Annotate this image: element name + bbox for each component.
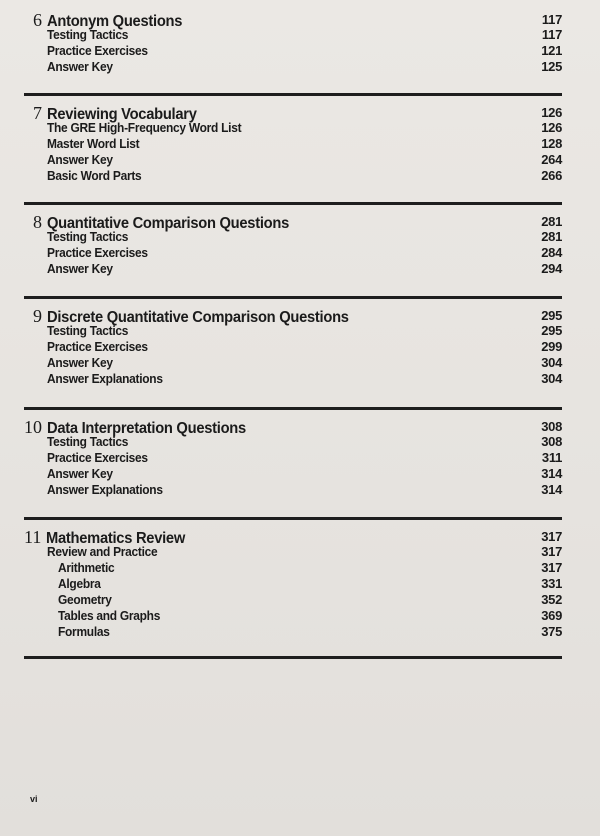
page-folio: vi (30, 794, 38, 804)
entry-page: 264 (541, 152, 562, 167)
entry-label: Answer Key (47, 59, 113, 74)
entry-page: 369 (541, 608, 562, 623)
chapter-page: 295 (541, 308, 562, 323)
chapter-number: 9 (33, 306, 42, 326)
entry-label: Answer Explanations (47, 482, 163, 497)
entry-page: 308 (541, 434, 562, 449)
section-divider (24, 93, 562, 96)
chapter-page: 317 (541, 529, 562, 544)
entry-page: 331 (541, 576, 562, 591)
entry-label: Answer Key (47, 466, 113, 481)
entry-label: Answer Key (47, 261, 113, 276)
entry-page: 352 (541, 592, 562, 607)
entry-label: Testing Tactics (47, 229, 129, 244)
toc-entry (24, 482, 562, 498)
chapter-page: 281 (541, 214, 562, 229)
entry-label: Master Word List (47, 136, 140, 151)
entry-label: Geometry (58, 592, 112, 607)
entry-label: Answer Key (47, 355, 113, 370)
toc-entry (24, 323, 562, 339)
chapter-number: 8 (33, 212, 42, 232)
chapter-number: 6 (33, 10, 42, 30)
entry-page: 294 (541, 261, 562, 276)
entry-label: Formulas (58, 624, 110, 639)
toc-entry (24, 371, 562, 387)
entry-page: 281 (541, 229, 562, 244)
section-divider (24, 296, 562, 299)
entry-label: Answer Explanations (47, 371, 163, 386)
entry-label: Arithmetic (58, 560, 115, 575)
toc-entry (24, 466, 562, 482)
entry-label: Testing Tactics (47, 27, 129, 42)
chapter-title: Quantitative Comparison Questions (47, 215, 289, 232)
chapter-number: 11 (24, 527, 42, 547)
entry-page: 314 (541, 466, 562, 481)
entry-page: 317 (541, 560, 562, 575)
entry-label: Basic Word Parts (47, 168, 142, 183)
chapter-title: Data Interpretation Questions (47, 420, 246, 437)
entry-page: 299 (541, 339, 562, 354)
entry-page: 311 (541, 450, 562, 465)
entry-page: 125 (541, 59, 562, 74)
entry-page: 117 (541, 27, 562, 42)
chapter-number: 7 (33, 103, 42, 123)
toc-entry (24, 136, 562, 152)
toc-entry (24, 27, 562, 43)
chapter-number: 10 (24, 417, 42, 437)
entry-label: The GRE High-Frequency Word List (47, 120, 242, 135)
entry-page: 266 (541, 168, 562, 183)
toc-entry (24, 152, 562, 168)
entry-page: 284 (541, 245, 562, 260)
toc-entry (24, 168, 562, 184)
section-divider (24, 407, 562, 410)
toc-entry (24, 245, 562, 261)
toc-entry (24, 229, 562, 245)
entry-label: Practice Exercises (47, 43, 148, 58)
entry-page: 375 (541, 624, 562, 639)
entry-page: 314 (541, 482, 562, 497)
entry-page: 304 (541, 355, 562, 370)
toc-entry (24, 355, 562, 371)
entry-label: Testing Tactics (47, 434, 129, 449)
toc-entry (24, 450, 562, 466)
chapter-page: 117 (541, 12, 562, 27)
entry-label: Review and Practice (47, 544, 158, 559)
toc-entry (24, 43, 562, 59)
chapter-title: Reviewing Vocabulary (47, 106, 197, 123)
toc-entry (24, 59, 562, 75)
entry-label: Tables and Graphs (58, 608, 161, 623)
entry-label: Algebra (58, 576, 101, 591)
toc-subentry (24, 576, 562, 592)
chapter-title: Mathematics Review (46, 530, 186, 547)
toc-entry (24, 339, 562, 355)
chapter-title: Antonym Questions (47, 13, 183, 30)
toc-subentry (24, 560, 562, 576)
entry-label: Practice Exercises (47, 450, 148, 465)
toc-entry (24, 120, 562, 136)
entry-label: Practice Exercises (47, 339, 148, 354)
toc-subentry (24, 592, 562, 608)
entry-page: 295 (541, 323, 562, 338)
toc-subentry (24, 624, 562, 640)
chapter-title: Discrete Quantitative Comparison Questions (47, 309, 349, 326)
entry-label: Answer Key (47, 152, 113, 167)
chapter-page: 126 (541, 105, 562, 120)
entry-label: Testing Tactics (47, 323, 129, 338)
section-divider (24, 517, 562, 520)
chapter-page: 308 (541, 419, 562, 434)
closing-divider (24, 656, 562, 659)
entry-page: 128 (541, 136, 562, 151)
toc-subentry (24, 608, 562, 624)
entry-page: 317 (541, 544, 562, 559)
toc-entry (24, 544, 562, 560)
section-divider (24, 202, 562, 205)
toc-entry (24, 434, 562, 450)
toc-entry (24, 261, 562, 277)
entry-page: 121 (541, 43, 562, 58)
entry-page: 126 (541, 120, 562, 135)
entry-page: 304 (541, 371, 562, 386)
entry-label: Practice Exercises (47, 245, 148, 260)
